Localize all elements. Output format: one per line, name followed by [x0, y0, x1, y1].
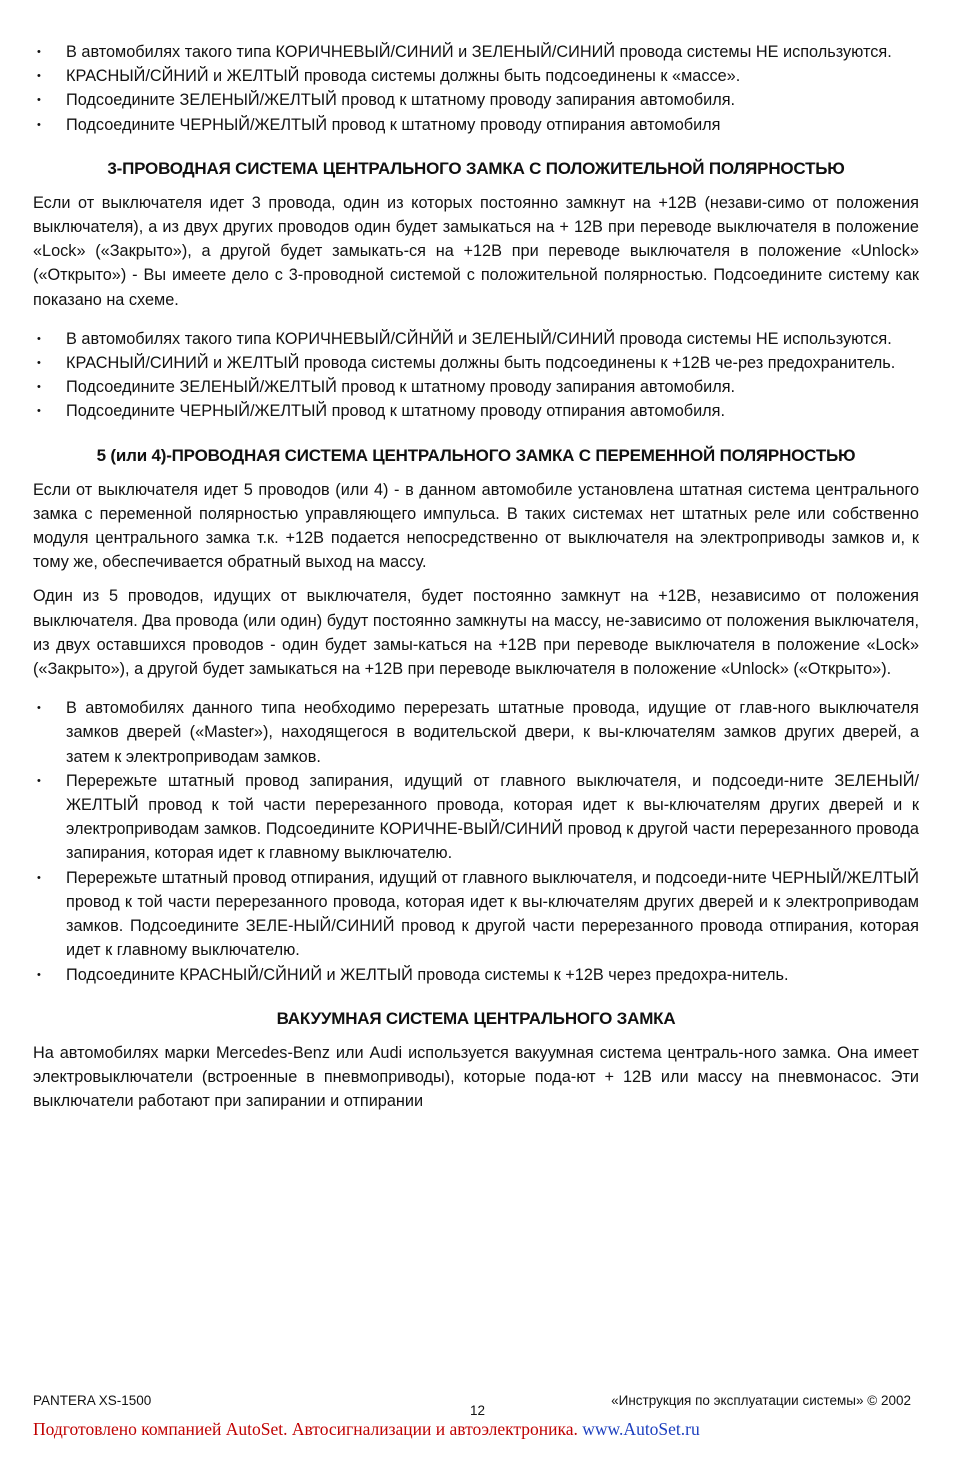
paragraph-5-wire-1: Если от выключателя идет 5 проводов (или 4) - в данном автомобиле установлена штатная система центрального замка с переменной полярностью управляющего импульса. В таких системах нет штатных реле или собственно модуля центрального замка т.к. +12В подается непосредственно от выключателя на электроприводы замков и, к тому же, обеспечивается обратный выход на массу. [33, 480, 919, 572]
list-item: • Подсоедините ЗЕЛЕНЫЙ/ЖЕЛТЫЙ провод к штатному проводу запирания автомобиля. [33, 88, 919, 112]
page-footer [33, 1392, 919, 1418]
list-item: • Подсоедините ЧЕРНЫЙ/ЖЕЛТЫЙ провод к штатному проводу отпирания автомобиля [33, 113, 919, 137]
list-item: • Перережьте штатный провод запирания, идущий от главного выключателя, и подсоеди-ните ЗЕЛЕНЫЙ/ЖЕЛТЫЙ провод к той части перерезанного провода, которая идет к вы-ключателям других дверей и к электроприводам замков. Подсоедините КОРИЧНЕ-ВЫЙ/СИНИЙ провод к другой части перерезанного провода запирания, которая идет к главному выключателю. [33, 769, 919, 866]
paragraph-vacuum: На автомобилях марки Mercedes-Benz или Audi используется вакуумная система централь-ного замка. Она имеет электровыключатели (встроенные в пневмоприводы), которые пода-ют + 12В или массу на пневмонасос. Эти выключатели работают при запирании и отпирании [33, 1043, 919, 1111]
list-item: • Перережьте штатный провод отпирания, идущий от главного выключателя, и подсоеди-ните ЧЕРНЫЙ/ЖЕЛТЫЙ провод к той части перерезанного провода, которая идет к вы-ключателям других дверей и к электроприводам замков. Подсоедините ЗЕЛЕ-НЫЙ/СИНИЙ провод к другой части перерезанного провода отпирания, которая идет к главному выключателю. [33, 866, 919, 963]
footer-model: PANTERA XS-1500 [33, 1393, 152, 1408]
footer-title: «Инструкция по эксплуатации системы» © 2002 [611, 1393, 911, 1408]
list-item: • Подсоедините ЗЕЛЕНЫЙ/ЖЕЛТЫЙ провод к штатному проводу запирания автомобиля. [33, 375, 919, 399]
paragraph-5-wire-2: Один из 5 проводов, идущих от выключателя, будет постоянно замкнут на +12В, независимо от положения выключателя. Два провода (или один) будут постоянно замкнуты на массу, не-зависимо от положения выключателя, из двух оставшихся проводов - один будет замы-каться на +12В при переводе выключателя в положение «Lock» («Закрыто»), а другой будет замыкаться на +12В при переводе выключателя в положение «Unlock» («Открыто»). [33, 587, 919, 679]
list-item: • В автомобилях данного типа необходимо перерезать штатные провода, идущие от глав-ного выключателя замков дверей («Master»), находящегося в водительской двери, к вы-ключателям замков других дверей, а затем к электроприводам замков. [33, 696, 919, 769]
credit-text: Подготовлено компанией AutoSet. Автосигнализации и автоэлектроника. [33, 1419, 578, 1439]
heading-vacuum-system: ВАКУУМНАЯ СИСТЕМА ЦЕНТРАЛЬНОГО ЗАМКА [276, 1008, 676, 1028]
list-item: • В автомобилях такого типа КОРИЧНЕВЫЙ/СЙНЙЙ и ЗЕЛЕНЫЙ/СИНИЙ провода системы НЕ используются. [33, 327, 919, 351]
credit-link[interactable]: www.AutoSet.ru [582, 1419, 700, 1439]
list-item: • Подсоедините ЧЕРНЫЙ/ЖЕЛТЫЙ провод к штатному проводу отпирания автомобиля. [33, 399, 919, 423]
list-item: • КРАСНЫЙ/СИНИЙ и ЖЕЛТЫЙ провода системы должны быть подсоединены к +12В че-рез предохранитель. [33, 351, 919, 375]
paragraph-3-wire: Если от выключателя идет 3 провода, один из которых постоянно замкнут на +12В (незави-симо от положения выключателя), а из двух других проводов один будет замыкаться на + 12В при переводе выключателя в положение «Lock» («Закрыто»), а другой будет замыкать-ся на +12В при переводе выключателя в положение «Unlock» («Открыто») - Вы имеете дело с 3-проводной системой с положительной полярностью. Подсоедините систему как показано на схеме. [33, 193, 919, 309]
bullet-list-intro [33, 40, 919, 137]
list-item: • В автомобилях такого типа КОРИЧНЕВЫЙ/СИНИЙ и ЗЕЛЕНЫЙ/СИНИЙ провода системы НЕ используются. [33, 40, 919, 64]
bullet-list-5-wire [33, 696, 919, 986]
page-content [33, 40, 919, 1113]
page-number: 12 [470, 1403, 486, 1418]
heading-5-wire-variable: 5 (или 4)-ПРОВОДНАЯ СИСТЕМА ЦЕНТРАЛЬНОГО ЗАМКА С ПЕРЕМЕННОЙ ПОЛЯРНОСТЬЮ [96, 445, 856, 465]
bullet-list-3-wire [33, 327, 919, 424]
list-item: • Подсоедините КРАСНЫЙ/СЙНИЙ и ЖЕЛТЫЙ провода системы к +12В через предохра-нитель. [33, 963, 919, 987]
heading-3-wire-positive: 3-ПРОВОДНАЯ СИСТЕМА ЦЕНТРАЛЬНОГО ЗАМКА С ПОЛОЖИТЕЛЬНОЙ ПОЛЯРНОСТЬЮ [107, 158, 845, 178]
credit-line [33, 1418, 933, 1440]
list-item: • КРАСНЫЙ/СЙНИЙ и ЖЕЛТЫЙ провода системы должны быть подсоединены к «массе». [33, 64, 919, 88]
